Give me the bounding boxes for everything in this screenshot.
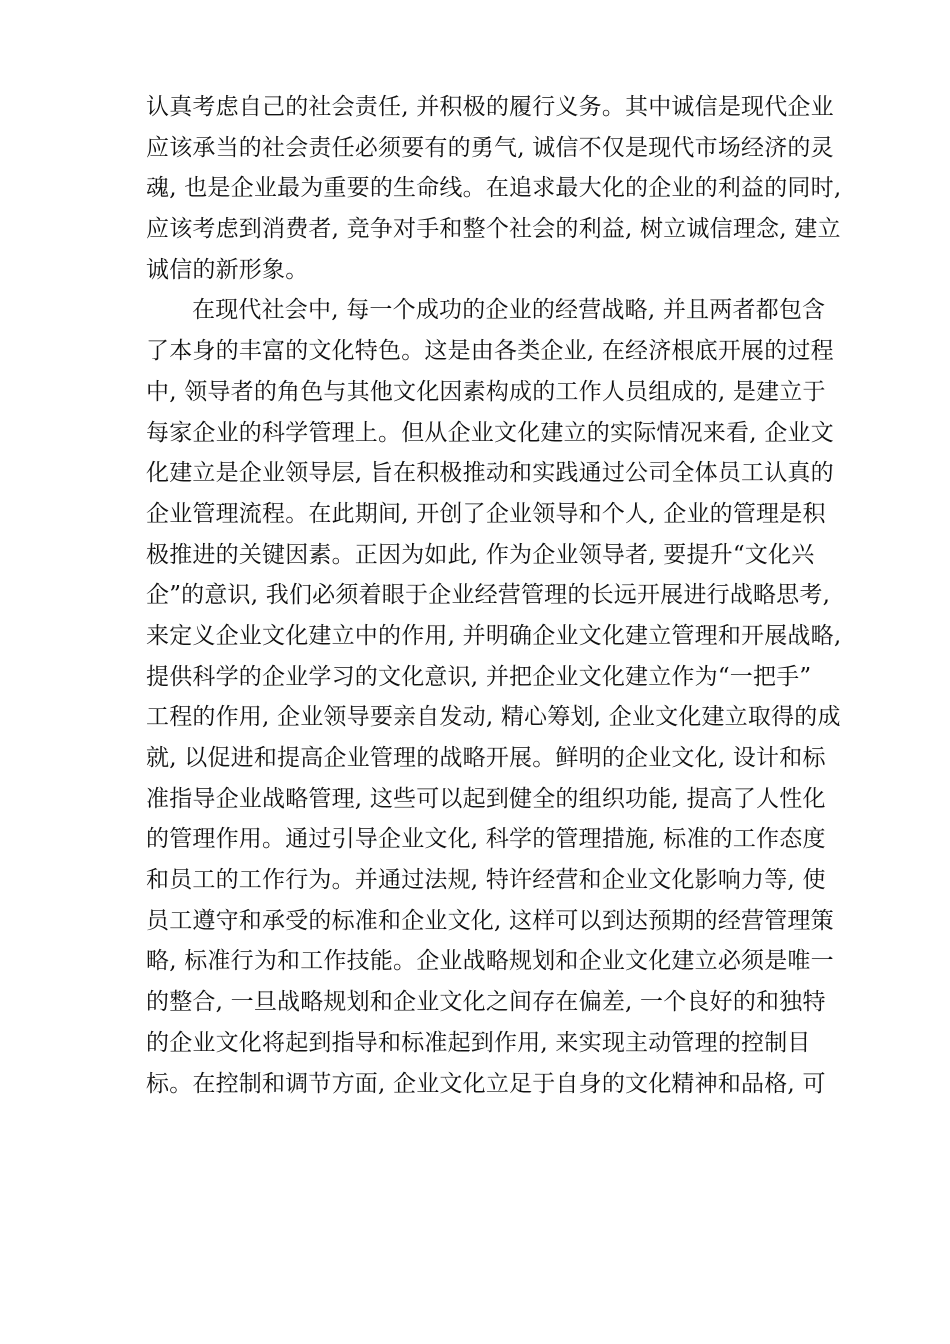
body-text [146, 87, 842, 1104]
text-line: 魂, 也是企业最为重要的生命线。在追求最大化的企业的利益的同时, [146, 175, 842, 202]
text-line: 提供科学的企业学习的文化意识, 并把企业文化建立作为“一把手” [146, 663, 812, 690]
text-line: 略, 标准行为和工作技能。企业战略规划和企业文化建立必须是唯一 [146, 948, 834, 975]
paragraph [146, 87, 842, 290]
text-line: 企”的意识, 我们必须着眼于企业经营管理的长远开展进行战略思考, [146, 582, 831, 609]
text-line: 的整合, 一旦战略规划和企业文化之间存在偏差, 一个良好的和独特 [146, 989, 826, 1016]
text-line: 在现代社会中, 每一个成功的企业的经营战略, 并且两者都包含 [192, 297, 826, 324]
text-line: 员工遵守和承受的标准和企业文化, 这样可以到达预期的经营管理策 [146, 907, 834, 934]
text-line: 应该承当的社会责任必须要有的勇气, 诚信不仅是现代市场经济的灵 [146, 134, 834, 161]
text-line: 诚信的新形象。 [146, 256, 309, 283]
text-line: 和员工的工作行为。并通过法规, 特许经营和企业文化影响力等, 使 [146, 867, 826, 894]
paragraph [146, 290, 842, 1104]
text-line: 每家企业的科学管理上。但从企业文化建立的实际情况来看, 企业文 [146, 419, 834, 446]
paragraph-container [146, 87, 842, 1104]
text-line: 应该考虑到消费者, 竞争对手和整个社会的利益, 树立诚信理念, 建立 [146, 216, 841, 243]
text-line: 来定义企业文化建立中的作用, 并明确企业文化建立管理和开展战略, [146, 622, 842, 649]
text-line: 化建立是企业领导层, 旨在积极推动和实践通过公司全体员工认真的 [146, 460, 834, 487]
text-line: 标。在控制和调节方面, 企业文化立足于自身的文化精神和品格, 可 [146, 1070, 826, 1097]
text-line: 工程的作用, 企业领导要亲自发动, 精心筹划, 企业文化建立取得的成 [146, 704, 841, 731]
text-line: 准指导企业战略管理, 这些可以起到健全的组织功能, 提高了人性化 [146, 785, 826, 812]
text-line: 认真考虑自己的社会责任, 并积极的履行义务。其中诚信是现代企业 [146, 94, 834, 120]
text-line: 企业管理流程。在此期间, 开创了企业领导和个人, 企业的管理是积 [146, 500, 826, 527]
text-line: 极推进的关键因素。正因为如此, 作为企业领导者, 要提升“文化兴 [146, 541, 815, 568]
text-line: 的管理作用。通过引导企业文化, 科学的管理措施, 标准的工作态度 [146, 826, 826, 853]
text-line: 中, 领导者的角色与其他文化因素构成的工作人员组成的, 是建立于 [146, 378, 826, 405]
text-line: 就, 以促进和提高企业管理的战略开展。鲜明的企业文化, 设计和标 [146, 745, 826, 771]
text-line: 的企业文化将起到指导和标准起到作用, 来实现主动管理的控制目 [146, 1029, 811, 1056]
text-line: 了本身的丰富的文化特色。这是由各类企业, 在经济根底开展的过程 [146, 338, 834, 365]
